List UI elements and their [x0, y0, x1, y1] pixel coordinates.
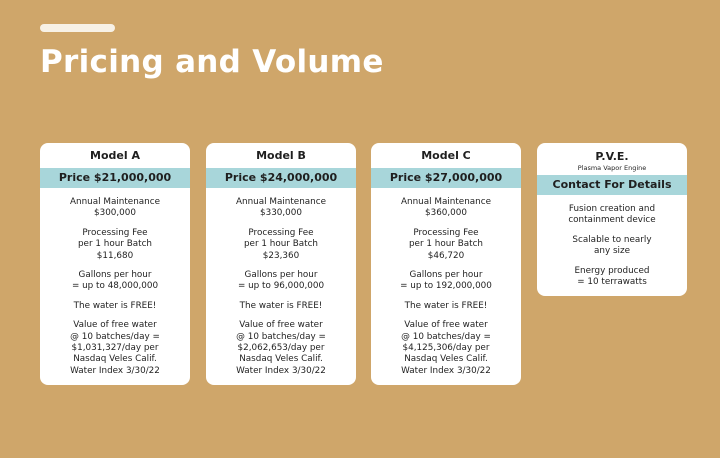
card-pve: [537, 143, 687, 296]
feature-gallons: Gallons per hour = up to 96,000,000: [237, 270, 325, 292]
feature-energy: Energy produced = 10 terrawatts: [574, 265, 650, 288]
feature-scalability: Scalable to nearly any size: [572, 234, 652, 257]
feature-water-value: Value of free water @ 10 batches/day = $4,125,306/day per Nasdaq Veles Calif. Water Index 3/30/22: [401, 320, 491, 376]
price-band: Price $21,000,000: [40, 168, 190, 188]
price-band: Contact For Details: [537, 175, 687, 195]
feature-water-value: Value of free water @ 10 batches/day = $2,062,653/day per Nasdaq Veles Calif. Water Index 3/30/22: [236, 320, 326, 376]
feature-maintenance: Annual Maintenance $300,000: [69, 197, 161, 219]
feature-free-water: The water is FREE!: [404, 300, 488, 311]
card-name: Model C: [421, 149, 471, 162]
card-model-a: [40, 143, 190, 385]
feature-gallons: Gallons per hour = up to 48,000,000: [71, 270, 159, 292]
feature-processing-fee: Processing Fee per 1 hour Batch $46,720: [408, 227, 484, 261]
feature-description: Fusion creation and containment device: [568, 204, 656, 226]
card-model-b: [206, 143, 356, 385]
card-model-c: [371, 143, 521, 385]
card-name-block: [537, 143, 687, 175]
feature-maintenance: Annual Maintenance $360,000: [400, 197, 492, 219]
feature-list: [40, 188, 190, 385]
card-name: P.V.E.: [595, 150, 629, 163]
card-name: Model B: [256, 149, 306, 162]
feature-water-value: Value of free water @ 10 batches/day = $1,031,327/day per Nasdaq Veles Calif. Water Index 3/30/22: [70, 320, 160, 376]
feature-list: [206, 188, 356, 385]
feature-free-water: The water is FREE!: [73, 300, 157, 311]
feature-processing-fee: Processing Fee per 1 hour Batch $23,360: [243, 227, 319, 261]
feature-gallons: Gallons per hour = up to 192,000,000: [400, 270, 492, 292]
feature-maintenance: Annual Maintenance $330,000: [235, 197, 327, 219]
price-band: Price $24,000,000: [206, 168, 356, 188]
feature-list: [371, 188, 521, 385]
price-band: Price $27,000,000: [371, 168, 521, 188]
slide-title: Pricing and Volume: [40, 44, 384, 80]
card-subtitle: Plasma Vapor Engine: [577, 164, 647, 172]
feature-list: [537, 195, 687, 296]
title-accent-bar: [40, 24, 115, 32]
feature-processing-fee: Processing Fee per 1 hour Batch $11,680: [77, 227, 153, 261]
feature-free-water: The water is FREE!: [239, 300, 323, 311]
card-name: Model A: [90, 149, 140, 162]
